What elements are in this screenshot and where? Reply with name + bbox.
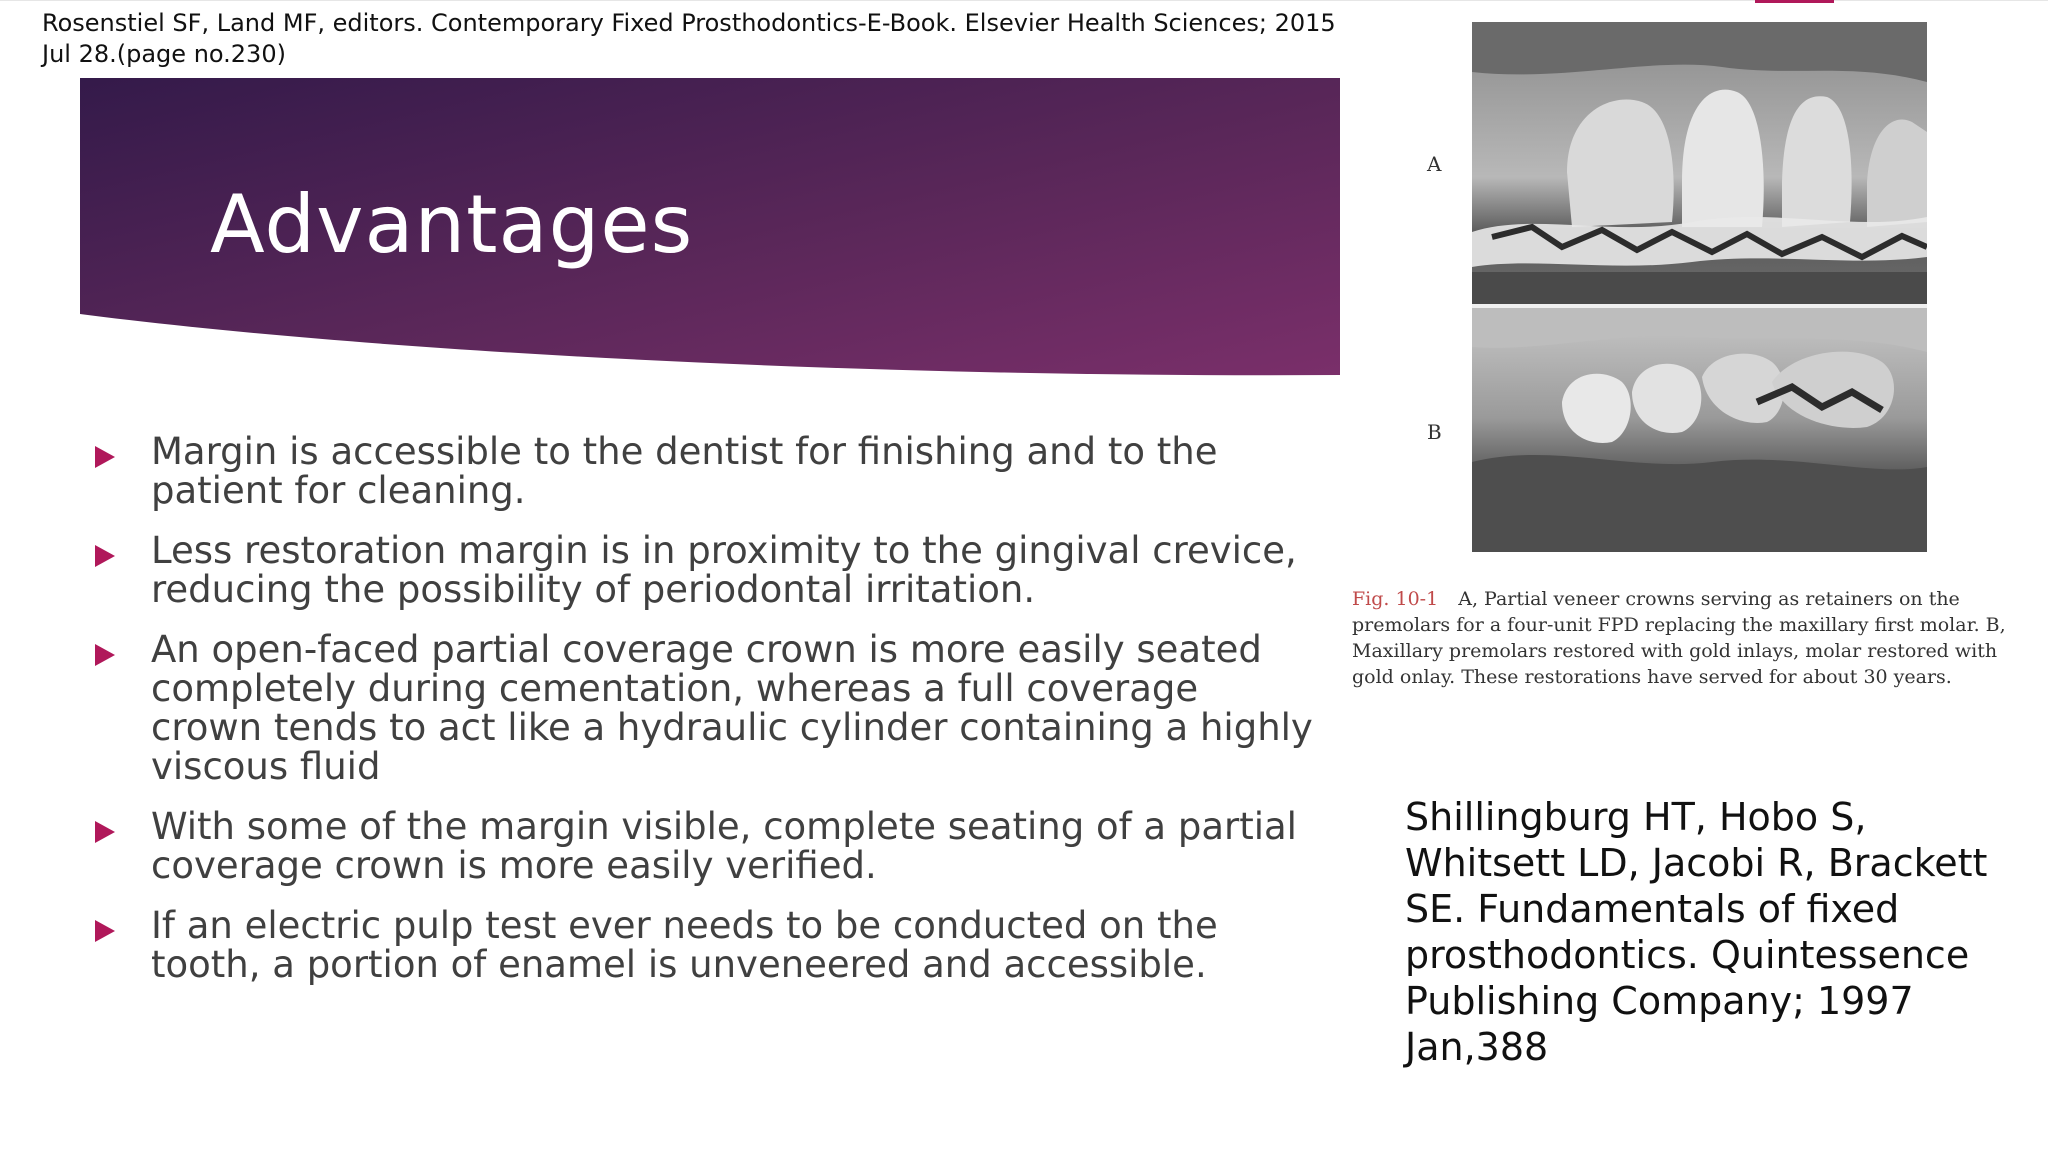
figure-number: Fig. 10-1: [1352, 588, 1439, 610]
triangle-bullet-icon: [95, 821, 115, 843]
list-item: [95, 630, 1315, 786]
triangle-bullet-icon: [95, 920, 115, 942]
list-item: [95, 807, 1315, 885]
reference-citation-side: Shillingburg HT, Hobo S, Whitsett LD, Jacobi R, Brackett SE. Fundamentals of fixed prosthodontics. Quintessence Publishing Company; 1997 Jan,388: [1405, 795, 1988, 1069]
triangle-bullet-icon: [95, 446, 115, 468]
figure-label-a: A: [1427, 152, 1442, 176]
list-item: [95, 432, 1315, 510]
slide-title: Advantages: [210, 178, 694, 271]
reference-citation-top: Rosenstiel SF, Land MF, editors. Contemporary Fixed Prosthodontics-E-Book. Elsevier Health Sciences; 2015 Jul 28.(page no.230): [42, 9, 1336, 68]
figure-label-b: B: [1427, 420, 1442, 444]
dental-photo-figure: [1472, 22, 1927, 552]
figure-caption: [1352, 586, 2022, 690]
list-item-text: Margin is accessible to the dentist for finishing and to the patient for cleaning.: [151, 430, 1218, 512]
photo-a: [1472, 22, 1927, 304]
list-item-text: Less restoration margin is in proximity to the gingival crevice, reducing the possibility of periodontal irritation.: [151, 529, 1297, 611]
top-accent-bar: [1755, 0, 1834, 3]
list-item-text: With some of the margin visible, complete seating of a partial coverage crown is more easily verified.: [151, 805, 1297, 887]
figure-caption-text: A, Partial veneer crowns serving as retainers on the premolars for a four-unit FPD replacing the maxillary first molar. B, Maxillary premolars restored with gold inlays, molar restored with gold onlay. These restorations have served for about 30 years.: [1352, 588, 2006, 688]
list-item: [95, 531, 1315, 609]
top-divider: [0, 0, 2048, 1]
title-banner: [80, 78, 1340, 380]
triangle-bullet-icon: [95, 644, 115, 666]
dental-photos: [1472, 22, 1927, 552]
triangle-bullet-icon: [95, 545, 115, 567]
list-item-text: An open-faced partial coverage crown is more easily seated completely during cementation, whereas a full coverage crown tends to act like a hydraulic cylinder containing a highly viscous fluid: [151, 628, 1313, 788]
photo-b: [1472, 308, 1927, 552]
list-item-text: If an electric pulp test ever needs to be conducted on the tooth, a portion of enamel is unveneered and accessible.: [151, 904, 1218, 986]
list-item: [95, 906, 1315, 984]
advantages-list: [95, 432, 1315, 1005]
